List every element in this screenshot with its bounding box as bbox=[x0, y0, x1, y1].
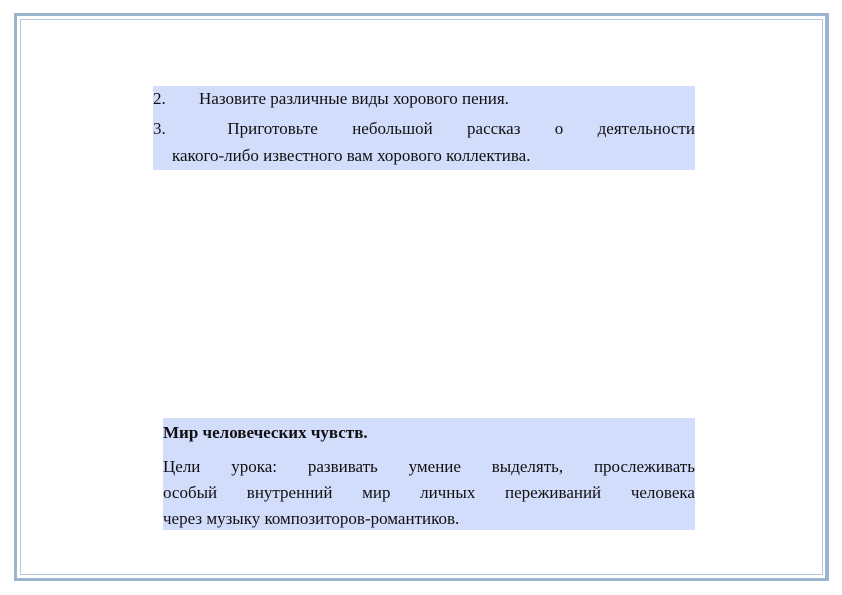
lesson-word: урока: bbox=[231, 457, 277, 476]
lesson-word: человека bbox=[630, 483, 695, 502]
lesson-word: мир bbox=[362, 483, 391, 502]
lesson-word: умение bbox=[408, 457, 461, 476]
question-3-line-1 bbox=[153, 116, 695, 142]
lesson-word: Цели bbox=[163, 457, 201, 476]
question-3-number: 3. bbox=[153, 119, 166, 138]
lesson-word: переживаний bbox=[504, 483, 602, 502]
lesson-goals-line-3: через музыку композиторов-романтиков. bbox=[163, 509, 460, 528]
slide-frame-shadow bbox=[825, 13, 829, 581]
lesson-title: Мир человеческих чувств. bbox=[163, 423, 368, 442]
lesson-word: личных bbox=[420, 483, 476, 502]
question-2 bbox=[153, 86, 509, 112]
question-3-word: рассказ bbox=[467, 119, 521, 138]
lesson-word: особый bbox=[163, 483, 218, 502]
lesson-goals-line-2 bbox=[163, 480, 695, 506]
question-2-text: Назовите различные виды хорового пения. bbox=[199, 89, 509, 108]
lesson-word: развивать bbox=[307, 457, 378, 476]
lesson-goals-line-1 bbox=[163, 454, 695, 480]
question-3-word: деятельности bbox=[597, 119, 695, 138]
lesson-word: внутренний bbox=[246, 483, 333, 502]
question-3-line-2: какого-либо известного вам хорового коллектива. bbox=[172, 146, 531, 165]
lesson-word: выделять, bbox=[491, 457, 564, 476]
questions-block bbox=[153, 86, 695, 170]
question-3-word: небольшой bbox=[352, 119, 433, 138]
question-3-word: Приготовьте bbox=[227, 119, 318, 138]
lesson-block bbox=[163, 418, 695, 530]
question-2-number: 2. bbox=[153, 89, 166, 108]
question-3-word: о bbox=[554, 119, 564, 138]
lesson-word: прослеживать bbox=[593, 457, 695, 476]
